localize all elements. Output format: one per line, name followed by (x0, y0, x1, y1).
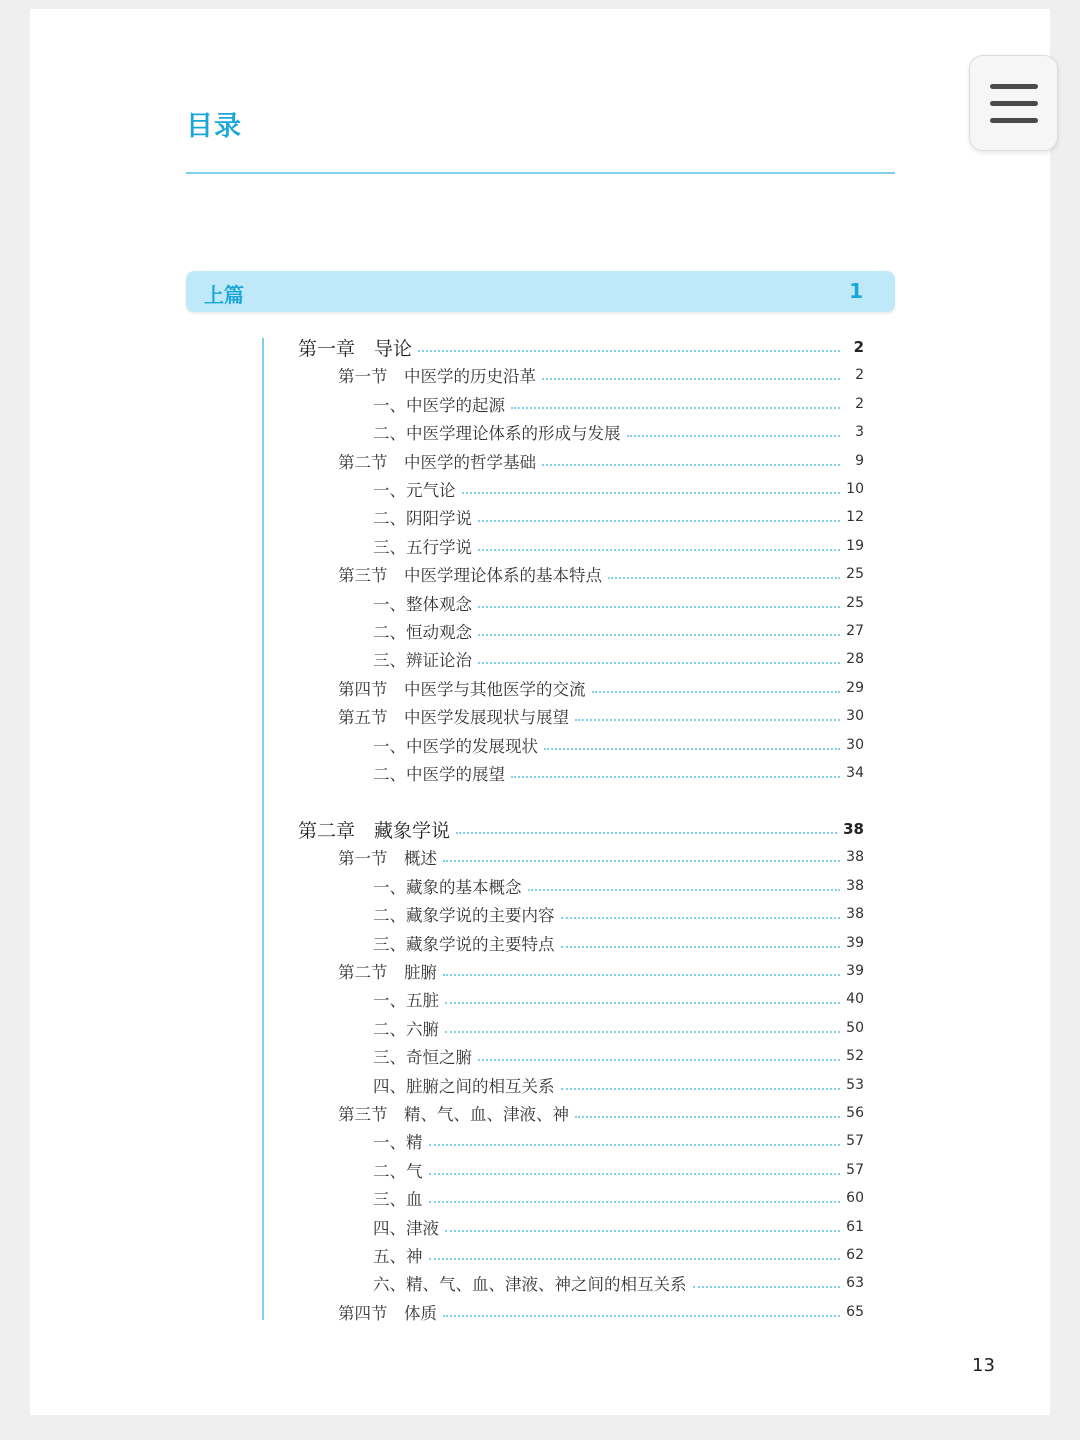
dot-leader (561, 1087, 841, 1090)
toc-item-entry[interactable] (373, 391, 864, 417)
dot-leader (627, 434, 841, 437)
page-number: 13 (972, 1355, 995, 1376)
toc-entry-label: 第二章 藏象学说 (298, 819, 451, 842)
dot-leader (429, 1172, 841, 1175)
dot-leader (478, 661, 840, 664)
toc-entry-page: 30 (846, 737, 864, 753)
part-label: 上篇 (204, 283, 244, 307)
toc-entry-label: 二、中医学的展望 (373, 765, 505, 784)
toc-entry-page: 29 (846, 680, 864, 696)
toc-entry-label: 第二节 脏腑 (338, 963, 437, 982)
toc-item-entry[interactable] (373, 732, 864, 758)
toc-entry-label: 三、血 (373, 1190, 423, 1209)
toc-item-entry[interactable] (373, 1214, 864, 1240)
toc-entry-page: 62 (846, 1247, 864, 1263)
toc-entry-label: 三、辨证论治 (373, 651, 472, 670)
toc-item-entry[interactable] (373, 1157, 864, 1183)
toc-item-entry[interactable] (373, 1270, 864, 1296)
dot-leader (445, 1030, 840, 1033)
toc-entry-page: 52 (846, 1048, 864, 1064)
toc-entry-page: 38 (843, 820, 864, 838)
toc-item-entry[interactable] (373, 1242, 864, 1268)
toc-entry-page: 57 (846, 1162, 864, 1178)
toc-entry-page: 25 (846, 566, 864, 582)
toc-section-entry[interactable] (338, 362, 864, 388)
toc-entry-label: 二、阴阳学说 (373, 509, 472, 528)
toc-item-entry[interactable] (373, 618, 864, 644)
dot-leader (443, 859, 840, 862)
dot-leader (693, 1285, 841, 1288)
dot-leader (429, 1257, 841, 1260)
toc-item-entry[interactable] (373, 1015, 864, 1041)
toc-entry-page: 63 (846, 1275, 864, 1291)
toc-entry-page: 65 (846, 1304, 864, 1320)
toc-entry-page: 39 (846, 963, 864, 979)
dot-leader (575, 1115, 840, 1118)
toc-entry-page: 56 (846, 1105, 864, 1121)
toc-section-entry[interactable] (338, 844, 864, 870)
toc-entry-label: 一、精 (373, 1133, 423, 1152)
toc-item-entry[interactable] (373, 1072, 864, 1098)
dot-leader (478, 605, 840, 608)
toc-entry-label: 第二节 中医学的哲学基础 (338, 453, 536, 472)
toc-item-entry[interactable] (373, 1043, 864, 1069)
toc-entry-label: 第一节 概述 (338, 849, 437, 868)
toc-entry-page: 34 (846, 765, 864, 781)
toc-entry-label: 六、精、气、血、津液、神之间的相互关系 (373, 1275, 687, 1294)
toc-entry-label: 二、气 (373, 1162, 423, 1181)
toc-entry-label: 三、藏象学说的主要特点 (373, 935, 555, 954)
toc-entry-page: 2 (855, 396, 864, 412)
toc-entry-page: 2 (853, 338, 864, 356)
dot-leader (478, 519, 840, 522)
toc-entry-label: 二、藏象学说的主要内容 (373, 906, 555, 925)
dot-leader (456, 831, 837, 834)
toc-item-entry[interactable] (373, 533, 864, 559)
dot-leader (478, 633, 840, 636)
toc-entry-page: 12 (846, 509, 864, 525)
dot-leader (511, 775, 840, 778)
toc-item-entry[interactable] (373, 590, 864, 616)
dot-leader (445, 1229, 840, 1232)
dot-leader (528, 888, 841, 891)
toc-entry-label: 四、脏腑之间的相互关系 (373, 1077, 555, 1096)
toc-entry-label: 三、奇恒之腑 (373, 1048, 472, 1067)
toc-entry-label: 二、恒动观念 (373, 623, 472, 642)
toc-entry-page: 50 (846, 1020, 864, 1036)
dot-leader (478, 1058, 840, 1061)
toc-chapter-entry[interactable] (298, 334, 864, 360)
toc-entry-label: 第四节 中医学与其他医学的交流 (338, 680, 586, 699)
toc-entry-page: 30 (846, 708, 864, 724)
toc-entry-label: 二、中医学理论体系的形成与发展 (373, 424, 621, 443)
toc-entry-label: 一、整体观念 (373, 595, 472, 614)
dot-leader (462, 491, 841, 494)
toc-section-entry[interactable] (338, 1299, 864, 1325)
toc-entry-page: 40 (846, 991, 864, 1007)
toc-section-entry[interactable] (338, 1100, 864, 1126)
toc-entry-page: 57 (846, 1133, 864, 1149)
dot-leader (478, 548, 840, 551)
toc-entry-page: 27 (846, 623, 864, 639)
toc-entry-label: 四、津液 (373, 1219, 439, 1238)
toc-entry-page: 39 (846, 935, 864, 951)
toc-entry-page: 38 (846, 906, 864, 922)
toc-entry-page: 2 (855, 367, 864, 383)
toc-item-entry[interactable] (373, 504, 864, 530)
toc-entry-label: 第一章 导论 (298, 337, 413, 360)
toc-entry-label: 五、神 (373, 1247, 423, 1266)
toc-entry-page: 60 (846, 1190, 864, 1206)
toc-section-entry[interactable] (338, 958, 864, 984)
dot-leader (418, 349, 840, 352)
toc-entry-page: 10 (846, 481, 864, 497)
toc-entry-label: 第五节 中医学发展现状与展望 (338, 708, 569, 727)
dot-leader (542, 377, 840, 380)
toc-item-entry[interactable] (373, 901, 864, 927)
dot-leader (429, 1143, 841, 1146)
toc-entry-label: 一、元气论 (373, 481, 456, 500)
dot-leader (575, 718, 840, 721)
toc-entry-label: 一、藏象的基本概念 (373, 878, 522, 897)
dot-leader (608, 576, 840, 579)
toc-item-entry[interactable] (373, 419, 864, 445)
toc-item-entry[interactable] (373, 646, 864, 672)
toc-chapter-entry[interactable] (298, 816, 864, 842)
dot-leader (561, 916, 841, 919)
toc-entry-label: 第三节 中医学理论体系的基本特点 (338, 566, 602, 585)
toc-item-entry[interactable] (373, 1128, 864, 1154)
dot-leader (511, 406, 840, 409)
toc-item-entry[interactable] (373, 760, 864, 786)
toc-item-entry[interactable] (373, 930, 864, 956)
toc-entry-page: 19 (846, 538, 864, 554)
toc-entry-page: 38 (846, 849, 864, 865)
toc-entry-label: 第一节 中医学的历史沿革 (338, 367, 536, 386)
page-title: 目录 (186, 111, 242, 142)
toc-entry-label: 第四节 体质 (338, 1304, 437, 1323)
toc-entry-label: 一、中医学的发展现状 (373, 737, 538, 756)
toc-section-entry[interactable] (338, 675, 864, 701)
dot-leader (443, 973, 840, 976)
dot-leader (429, 1200, 841, 1203)
toc-entry-label: 第三节 精、气、血、津液、神 (338, 1105, 569, 1124)
toc-entry-page: 38 (846, 878, 864, 894)
dot-leader (544, 747, 840, 750)
dot-leader (445, 1001, 840, 1004)
toc-entry-page: 61 (846, 1219, 864, 1235)
toc-entry-page: 3 (855, 424, 864, 440)
toc-section-entry[interactable] (338, 561, 864, 587)
toc-entry-page: 9 (855, 453, 864, 469)
part-page-number: 1 (849, 279, 863, 303)
toc-item-entry[interactable] (373, 476, 864, 502)
toc-entry-page: 28 (846, 651, 864, 667)
toc-entry-label: 一、中医学的起源 (373, 396, 505, 415)
dot-leader (443, 1314, 840, 1317)
toc-section-entry[interactable] (338, 448, 864, 474)
toc-item-entry[interactable] (373, 873, 864, 899)
toc-entry-page: 53 (846, 1077, 864, 1093)
toc-item-entry[interactable] (373, 1185, 864, 1211)
toc-entry-label: 三、五行学说 (373, 538, 472, 557)
toc-item-entry[interactable] (373, 986, 864, 1012)
dot-leader (561, 945, 841, 948)
toc-entry-label: 二、六腑 (373, 1020, 439, 1039)
toc-entry-label: 一、五脏 (373, 991, 439, 1010)
dot-leader (542, 463, 840, 466)
toc-section-entry[interactable] (338, 703, 864, 729)
dot-leader (592, 690, 841, 693)
toc-entry-page: 25 (846, 595, 864, 611)
